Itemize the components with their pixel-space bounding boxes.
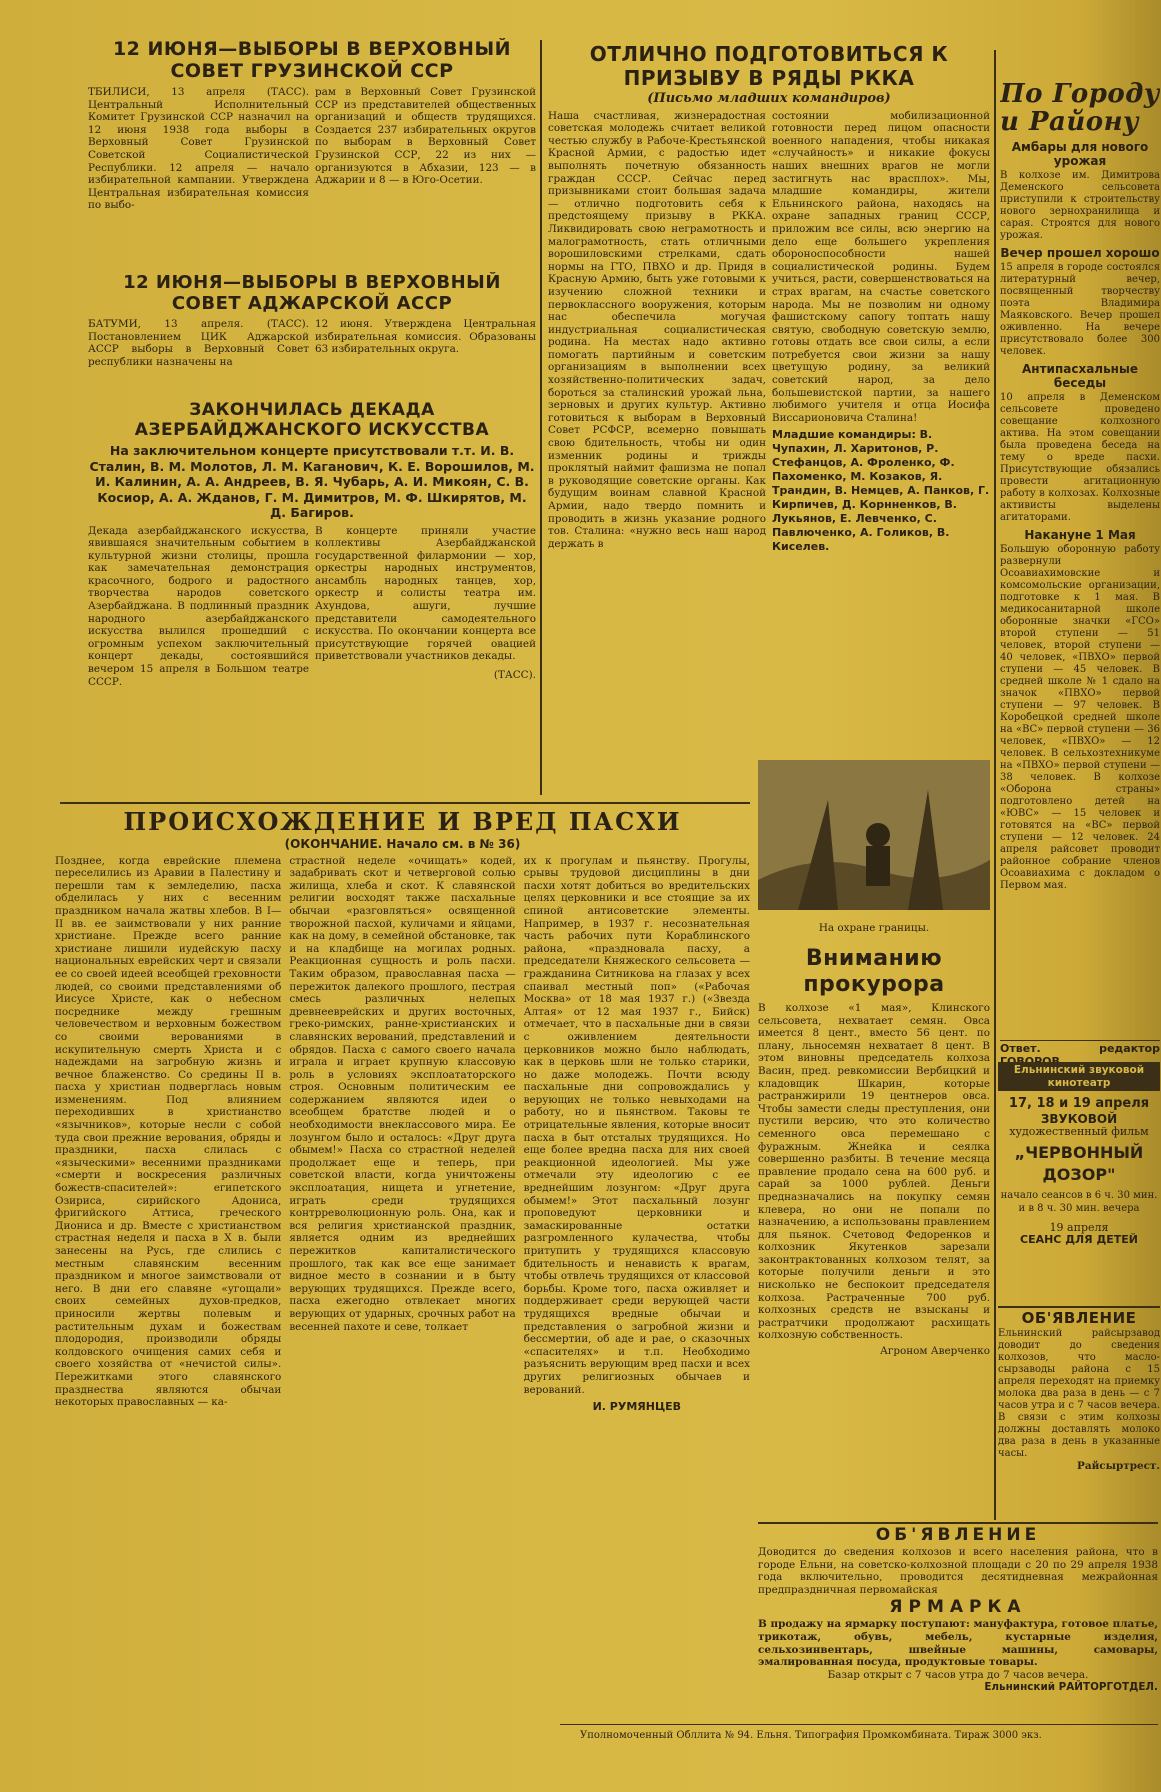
article-georgia-title: 12 ИЮНЯ—ВЫБОРЫ В ВЕРХОВНЫЙ СОВЕТ ГРУЗИНСКОЙ ССР (112, 38, 512, 82)
article-easter-continuation: (ОКОНЧАНИЕ. Начало см. в № 36) (284, 837, 521, 851)
article-rkka-col2: состоянии мобилизационной готовности перед лицом опасности военного нападения, чтобы никакая «случайность» и никакие фокусы наших внешних врагов не могли застигнуть нас врасплох». Мы, младшие командиры, жители Ельнинского района, находясь на охране западных границ СССР, приложим все силы, всю энергию на дело еще большего укрепления обороноспособности нашей социалистической родины. Будем учиться, расти, совершенствоваться на страх врагам, на счастье советского народа. Мы не позволим ни одному фашистскому сапогу топтать нашу святую, свободную советскую землю, готовы отдать все свои силы, а если потребуется свои жизни за нашу цветущую родину, за великий советский народ, за дело большевистской партии, за нашего любимого учителя и отца Иосифа Виссарионовича Сталина! (772, 109, 990, 424)
notice-fair-signature: Ельнинский РАЙТОРГОТДЕЛ. (984, 1681, 1158, 1694)
cinema-times: начало сеансов в 6 ч. 30 мин. и в 8 ч. 30 мин. вечера (1000, 1190, 1158, 1214)
cinema-film-title: „ЧЕРВОННЫЙ ДОЗОР" (1014, 1143, 1144, 1185)
sidebar-item1-title: Амбары для нового урожая (1011, 140, 1149, 168)
border-photo-caption: На охране границы. (818, 922, 930, 934)
notice-dairy (998, 1306, 1160, 1518)
article-easter-col1: Позднее, когда еврейские племена переселились из Аравии в Палестину и перешли там к земледелию, пасха обделилась у них с весенним праздником начала жатвы хлебов. В I—II вв. ее заимствовали у них ранние христиане. Прежде всего ранние христиане лишили иудейскую пасху национальных еврейских черт и связали ее со своей идеей всеобщей греховности людей, со своими представлениями об Иисусе Христе, как о небесном посреднике между грешным человечеством и верховным божеством со своими верованиями в искупительную смерть Христа и с надеждами на загробную жизнь и вечное блаженство. Со средины II в. пасха у христиан подверглась новым изменениям. Под влиянием переходивших в христианство «язычников», которые несли с собой туда свои прежние верования, обряды и праздники, пасха слилась с «языческими» весенними праздниками «смерти и воскресения различных божеств-спасителей»: египетского Озириса, сирийского Адониса, фригийского Аттиса, греческого Диониса и др. Вместе с христианством страстная неделя и пасха в X в. были занесены на Русь, где слились с местным славянским весенним праздником и многое заимствовали от него. В дни его славяне «угощали» своих семейных духов-предков, приносили жертвы полевым и растительным духам и божествам плодородия, производили обряды колдовского очищения самих себя и своего хозяйства от «нечистой силы». Пережитками этого славянского празднества являются обычаи некоторых православных — ка- (55, 854, 282, 1409)
article-adjaria-col1: БАТУМИ, 13 апреля. (ТАСС). Постановлением ЦИК Аджарской АССР выборы в Верховный Совет республики назначены на (88, 318, 309, 368)
notice-fair (758, 1522, 1158, 1724)
article-easter (55, 808, 750, 1730)
article-rkka-letter (548, 42, 990, 790)
article-rkka-signers: Младшие командиры: В. Чупахин, Л. Харитонов, Р. Стефанцов, А. Фроленко, Ф. Пахоменко, М. Козаков, Я. Трандин, В. Немцев, А. Панков, Г. Кирпичев, Д. Корнненков, В. Лукьянов, Е. Левченко, С. Павлюченко, А. Голиков, В. Киселев. (772, 428, 990, 554)
article-azerbaijan-source: (ТАСС). (493, 669, 536, 682)
article-adjaria-col2: 12 июня. Утверждена Центральная избирательная комиссия. Образованы 63 избирательных округа. (315, 318, 536, 356)
article-rkka-title: ОТЛИЧНО ПОДГОТОВИТЬСЯ К ПРИЗЫВУ В РЯДЫ РККА (589, 42, 949, 90)
article-prosecutor-text: В колхозе «1 мая», Клинского сельсовета, нехватает семян. Овса имеется 8 цент., вместо 56 цент. по плану, льносемян нехватает 8 цент. В этом виновны председатель колхоза Васин, пред. ревкомиссии Вербицкий и кладовщик Шкарин, которые растранжирили 19 центнеров овса. Чтобы замести следы преступления, они пустили версию, что это количество семенного овса перемешано с фуражным. Жнейка и сеялка совершенно разбиты. В течение месяца правление продало сена на 600 руб. и сарай за 1000 рублей. Деньги предназначались на покупку семян клевера, но они не попали по назначению, а использованы правлением для пьянок. Счетовод Федоренков и колхозник Якутенков зарезали законтрактованных колхозом телят, за которые получили деньги и это нисколько не беспокоит председателя колхоза. Растраченные 700 руб. колхозных средств не взысканы и растратчики продолжают расхищать колхозную собственность. (758, 1002, 990, 1342)
cinema-kids: СЕАНС ДЛЯ ДЕТЕЙ (1020, 1233, 1138, 1247)
border-guard-illustration (758, 760, 990, 910)
sidebar-item2-title: Вечер прошел хорошо (1000, 246, 1160, 260)
sidebar-town-news (1000, 80, 1160, 1000)
border-guard-photo (758, 760, 990, 910)
notice-dairy-signature: Райсыртрест. (1077, 1460, 1160, 1472)
article-adjaria-elections (88, 272, 536, 394)
column-rule (540, 40, 542, 795)
footer-rule (560, 1724, 1158, 1725)
section-rule (60, 802, 750, 804)
article-azerbaijan-subtitle: На заключительном концерте присутствовали т.т. И. В. Сталин, В. М. Молотов, Л. М. Каганович, К. Е. Ворошилов, М. И. Калинин, А. А. Андреев, В. Я. Чубарь, А. И. Микоян, С. В. Косиор, А. А. Жданов, Г. М. Димитров, М. Ф. Шкирятов, М. Д. Багиров. (89, 443, 535, 520)
article-rkka-col1: Наша счастливая, жизнерадостная советская молодежь считает великой честью службу в Рабоче-Крестьянской Красной Армии, с радостью идет выполнять почетную обязанность граждан СССР. Сейчас перед призывниками стоит большая задача — отлично подготовить себя к предстоящему призыву в РККА. Ликвидировать свою неграмотность и малограмотность, стать отличными ворошиловскими стрелками, сдать нормы на ГТО, ПВХО и др. Придя в Красную Армию, быть уже готовыми к изучению сложной техники и первоклассного вооружения, которым нас обеспечила могучая индустриальная социалистическая родина. На местах надо активно помогать партийным и советским организациям в выполнении всех хозяйственно-политических задач, бороться за сталинский урожай льна, зерновых и других культур. Активно готовиться к выборам в Верховный Совет РСФСР, всемерно повышать свою бдительность, чтобы ни один изменник родины и трижды проклятый наймит фашизма не попал в руководящие советские органы. Как будущим воинам славной Красной Армии, надо твердо помнить и проводить в жизнь указание родного тов. Сталина: «нужно весь наш народ держать в (548, 109, 766, 550)
notice-dairy-title: ОБ'ЯВЛЕНИЕ (1021, 1309, 1137, 1327)
notice-fair-text: Доводится до сведения колхозов и всего населения района, что в городе Ельни, на советско-колхозной площади с 20 по 29 апреля 1938 года включительно, проводится десятидневная межрайонная предпраздничная первомайская (758, 1546, 1158, 1596)
article-azerbaijan-col1: Декада азербайджанского искусства, явившаяся значительным событием в культурной жизни столицы, прошла как замечательная демонстрация красочного, бодрого и радостного творчества народов советского Азербайджана. В подлинный праздник народного азербайджанского искусства вылился прошедший с огромным успехом заключительный концерт декады, состоявшийся вечером 15 апреля в Большом театре СССР. (88, 524, 309, 688)
sidebar-item4-text: Большую оборонную работу развернули Осоавиахимовские и комсомольские организации, подготовке к 1 мая. В медикосанитарной школе оборонные значки «ГСО» второй ступени — 51 человек, второй ступени — 40 человек, «ПВХО» первой ступени — 45 человек. В средней школе № 1 сдало на значок «ПВХО» первой ступени — 97 человек. В Коробецкой средней школе на «ВС» первой ступени — 36 человек, «ПВХО» — 12 человек. В сельхозтехникуме на «ПВХО» первой ступени — 38 человек. В колхозе «Оборона страны» подготовлено детей на «ЮВС» — 15 человек и готовятся на «ВС» первой ступени — 12 человек. 24 апреля райсовет проводит районное собрание членов Осоавиахима с докладом о Первом мая. (1000, 544, 1160, 891)
sidebar-editor: Ответ. редактор (1000, 1040, 1160, 1071)
sidebar-heading: По Городу и Району (1000, 80, 1160, 137)
article-georgia-col2: рам в Верховный Совет Грузинской ССР из представителей общественных организаций и обществ трудящихся. Создается 237 избирательных округов по выборам в Верховный Совет Грузинской ССР, 22 из них — организуются в Абхазии, 123 — в Аджарии и 8 — в Юго-Осетии. (315, 86, 536, 187)
cinema-dates: 17, 18 и 19 апреля (1008, 1096, 1150, 1112)
article-rkka-subtitle: (Письмо младших командиров) (647, 91, 891, 106)
sidebar-item3-text: 10 апреля в Деменском сельсовете проведено совещание колхозного актива. На этом совещании была проведена беседа на тему о вреде пасхи. Присутствующие обязались провести агитационную работу в колхозах. Колхозные активисты выделены агитаторами. (1000, 392, 1160, 523)
article-azerbaijan-title: ЗАКОНЧИЛАСЬ ДЕКАДА АЗЕРБАЙДЖАНСКОГО ИСКУССТВА (134, 400, 490, 440)
article-easter-col3: их к прогулам и пьянству. Прогулы, срывы трудовой дисциплины в дни пасхи хотят добиться во вредительских целях церковники и все стоящие за их спиной антисоветские элементы. Например, в 1937 г. несознательная часть рабочих пути Кораблинского района, «праздновала пасху, а председатели Княжеского сельсовета — гражданина Ситникова на глазах у всех спаивал местный поп» («Рабочая Москва» от 18 мая 1937 г.) («Звезда Алтая» от 12 мая 1937 г., Бийск) отмечает, что в пасхальные дни в связи с оживлением деятельности церковников можно было наблюдать, как в церковь шли не только старики, но даже молодежь. Почти всюду пасхальные дни сопровождались у верующих не только невыходами на работу, но и пьянством. Таковы те отрицательные явления, которые вносит пасха в быт отсталых трудящихся. Но еще более вредна пасха для них своей реакционной идеологией. Мы уже отмечали эту идеологию с ее вреднейшим лозунгом: «Друг друга обымем!» Этот пасхальный лозунг проповедуют церковники и замаскированные остатки разгромленного кулачества, чтобы притупить у трудящихся классовую бдительность и ненависть к врагам, чтобы отвлечь трудящихся от классовой борьбы. Кроме того, пасха оживляет и поддерживает среди верующей части трудящихся вредные обычаи и представления о загробной жизни и бессмертии, об аде и рае, о сказочных «спасителях» и т.п. Необходимо разъяснить верующим вред пасхи и всех других религиозных обычаев и верований. (523, 854, 750, 1396)
notice-fair-goods: В продажу на ярмарку поступают: мануфактура, готовое платье, трикотаж, обувь, мебель, кустарные изделия, сельхозинвентарь, швейные машины, самовары, эмалированная посуда, продуктовые товары. (758, 1618, 1158, 1669)
notice-fair-heading: ЯРМАРКА (889, 1597, 1027, 1618)
article-easter-title: ПРОИСХОЖДЕНИЕ И ВРЕД ПАСХИ (123, 808, 682, 836)
article-georgia-col1: ТБИЛИСИ, 13 апреля (ТАСС). Центральный Исполнительный Комитет Грузинской ССР назначил на 12 июня 1938 года выборы в Верховный Совет Грузинской Советской Социалистической Республики. 12 апреля — начало избирательной кампании. Утверждена Центральная избирательная комиссия по выбо- (88, 86, 309, 212)
article-azerbaijan-col2: В концерте приняли участие коллективы Азербайджанской государственной филармонии — хор, оркестры народных инструментов, ансамбль народных танцев, хор, оркестр и солисты театра им. Ахундова, ашуги, лучшие представители самодеятельного искусства. По окончании концерта все присутствующие горячей овацией приветствовали участников декады. (315, 524, 536, 663)
notice-dairy-text: Ельнинский райсырзавод доводит до сведения колхозов, что масло-сырзаводы района с 15 апреля переходят на приемку молока два раза в день — с 7 часов утра и с 7 часов вечера. В связи с этим колхозы должны доставлять молоко два раза в день в указанные часы. (998, 1328, 1160, 1459)
article-georgia-elections (88, 38, 536, 266)
cinema-ad (998, 1062, 1160, 1302)
notice-fair-hours: Базар открыт с 7 часов утра до 7 часов вечера. (827, 1668, 1089, 1681)
cinema-kind2: художественный фильм (1009, 1124, 1149, 1138)
cinema-kind1: ЗВУКОВОЙ (1040, 1112, 1118, 1127)
sidebar-item4-title: Накануне 1 Мая (1024, 528, 1136, 542)
notice-fair-title: ОБ'ЯВЛЕНИЕ (875, 1525, 1041, 1545)
article-prosecutor (758, 946, 990, 1516)
article-azerbaijan-decade (88, 400, 536, 792)
article-prosecutor-author: Агроном Аверченко (880, 1345, 990, 1358)
cinema-kids-date: 19 апреля (1049, 1220, 1109, 1234)
article-easter-author: И. РУМЯНЦЕВ (592, 1400, 682, 1414)
article-easter-col2: страстной неделе «очищать» кодей, задабривать скот и четверговой солью жилища, хлеба и скот. К славянской религии восходят также пасхальные обычаи «разговляться» освященной творожной пасхой, куличами и яйцами, как на дому, в семейной обстановке, так и на кладбище на могилах родных. Реакционная сущность и роль пасхи. Таким образом, православная пасха — пережиток далекого прошлого, пестрая смесь различных нелепых древнееврейских и других восточных, греко-римских, ранне-христианских и славянских верований, представлений и обрядов. Пасха с самого своего начала играла и играет крупную классовую роль в условиях эксплоататорского строя. Основным политическим ее содержанием являются идеи о всеобщем братстве людей и о необходимости внеклассового мира. Ее лозунгом было и осталось: «Друг друга обымем!» Пасха со страстной неделей продолжает еще и теперь, при советской власти, когда уничтожены эксплоатация, нищета и угнетение, играть среди трудящихся контрреволюционную роль. Она, как и вся религия христианской праздник, является одним из вреднейших пережитков капиталистического прошлого, так как все еще занимает видное место в сознании и в быту верующих трудящихся. Прежде всего, пасха ежегодно отвлекает многих верующих от ударных, срочных работ на весенней пахоте и севе, толкает (289, 854, 516, 1333)
sidebar-item3-title: Антипасхальные беседы (1022, 362, 1138, 390)
sidebar-rule (994, 50, 996, 1520)
article-prosecutor-title: Вниманию прокурора (803, 946, 945, 997)
article-adjaria-title: 12 ИЮНЯ—ВЫБОРЫ В ВЕРХОВНЫЙ СОВЕТ АДЖАРСКОЙ АССР (123, 272, 501, 314)
cinema-header: Ельнинский звуковой кинотеатр (998, 1062, 1160, 1091)
sidebar-item1-text: В колхозе им. Димитрова Деменского сельсовета приступили к строительству нового зернохранилища и сарая. Строятся для нового урожая. (1000, 170, 1160, 241)
footer-imprint: Уполномоченный Обллита № 94. Ельня. Типография Промкомбината. Тираж 3000 экз. (580, 1730, 1042, 1741)
sidebar-item2-text: 15 апреля в городе состоялся литературный вечер, посвященный творчеству поэта Владимира Маяковского. Вечер прошел оживленно. На вечере присутствовало более 300 человек. (1000, 262, 1160, 357)
